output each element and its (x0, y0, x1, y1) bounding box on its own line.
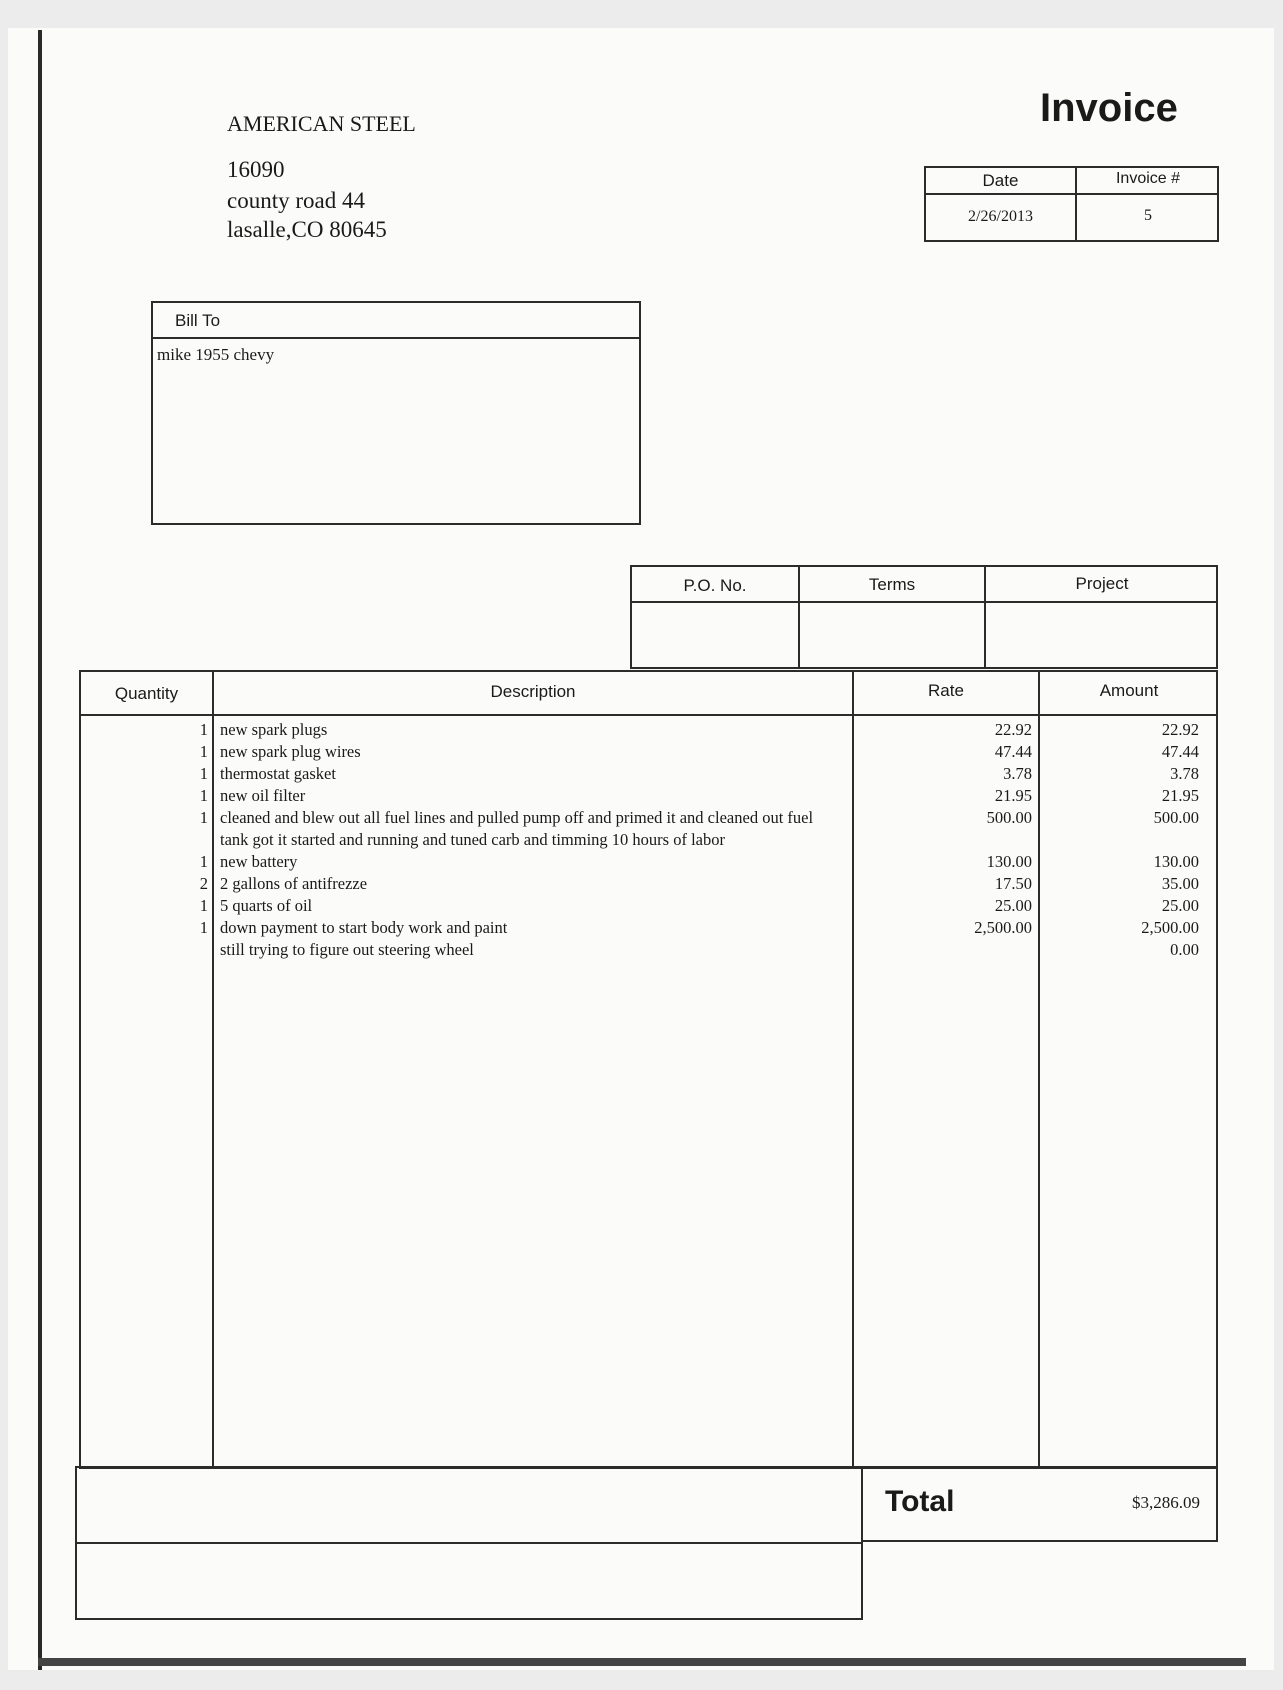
project-label: Project (1075, 574, 1129, 593)
row-amount: 500.00 (1153, 808, 1199, 827)
bill-to-divider (151, 337, 641, 339)
bill-to-box (151, 301, 641, 525)
row-amount: 35.00 (1161, 874, 1199, 893)
row-quantity: 1 (199, 918, 208, 937)
bill-to-value: mike 1955 chevy (157, 345, 275, 364)
row-rate: 17.50 (994, 874, 1032, 893)
row-description: new oil filter (220, 786, 306, 805)
row-description: thermostat gasket (220, 764, 336, 783)
row-amount: 22.92 (1161, 720, 1199, 739)
row-amount: 47.44 (1161, 742, 1199, 761)
document-title: Invoice (1040, 86, 1178, 130)
invoice-number-value: 5 (1144, 207, 1152, 224)
row-quantity: 1 (199, 742, 208, 761)
row-quantity: 2 (199, 874, 208, 893)
row-amount: 21.95 (1161, 786, 1199, 805)
date-value: 2/26/2013 (968, 208, 1033, 225)
row-rate: 3.78 (1003, 764, 1032, 783)
row-description: still trying to figure out steering wheel (220, 940, 474, 959)
company-address-line2: county road 44 (227, 188, 365, 213)
date-invoice-divider (924, 193, 1219, 195)
row-amount: 3.78 (1170, 764, 1199, 783)
items-col-qty-divider (212, 670, 214, 1469)
row-rate: 22.92 (994, 720, 1032, 739)
date-label: Date (982, 171, 1019, 190)
items-col-rate-divider (1038, 670, 1040, 1469)
amount-header: Amount (1099, 681, 1159, 700)
items-header-divider (79, 714, 1218, 716)
bill-to-label: Bill To (175, 311, 221, 330)
row-amount: 0.00 (1170, 940, 1199, 959)
rate-header: Rate (928, 681, 964, 700)
row-quantity: 1 (199, 720, 208, 739)
total-label: Total (885, 1485, 955, 1518)
total-value: $3,286.09 (1132, 1493, 1200, 1512)
page-left-edge (38, 30, 42, 1670)
row-rate: 2,500.00 (974, 918, 1032, 937)
row-description: new battery (220, 852, 298, 871)
row-rate: 47.44 (994, 742, 1032, 761)
row-quantity: 1 (199, 852, 208, 871)
company-address-line3: lasalle,CO 80645 (227, 217, 387, 242)
row-quantity: 1 (199, 786, 208, 805)
row-description: new spark plugs (220, 720, 328, 739)
page-bottom-edge (38, 1658, 1246, 1666)
invoice-number-label: Invoice # (1115, 170, 1181, 187)
row-description: cleaned and blew out all fuel lines and pulled pump off and primed it and cleaned out fuel (220, 808, 814, 827)
row-description: 5 quarts of oil (220, 896, 313, 915)
row-rate: 25.00 (994, 896, 1032, 915)
description-header: Description (490, 682, 576, 701)
row-description: down payment to start body work and paint (220, 918, 508, 937)
row-description-cont: tank got it started and running and tuned carb and timming 10 hours of labor (220, 830, 725, 849)
quantity-header: Quantity (114, 684, 179, 703)
row-description: new spark plug wires (220, 742, 361, 761)
company-name: AMERICAN STEEL (227, 111, 416, 136)
row-amount: 25.00 (1161, 896, 1199, 915)
row-amount: 2,500.00 (1141, 918, 1199, 937)
items-col-desc-divider (852, 670, 854, 1469)
row-quantity: 1 (199, 896, 208, 915)
row-quantity: 1 (199, 764, 208, 783)
row-amount: 130.00 (1153, 852, 1199, 871)
row-description: 2 gallons of antifrezze (220, 874, 368, 893)
row-rate: 130.00 (986, 852, 1032, 871)
row-quantity: 1 (199, 808, 208, 827)
terms-label: Terms (868, 575, 916, 594)
company-address-line1: 16090 (227, 157, 285, 182)
footer-notes-divider (75, 1542, 863, 1544)
po-number-label: P.O. No. (683, 576, 747, 595)
row-rate: 500.00 (986, 808, 1032, 827)
row-rate: 21.95 (994, 786, 1032, 805)
order-info-divider (630, 601, 1218, 603)
